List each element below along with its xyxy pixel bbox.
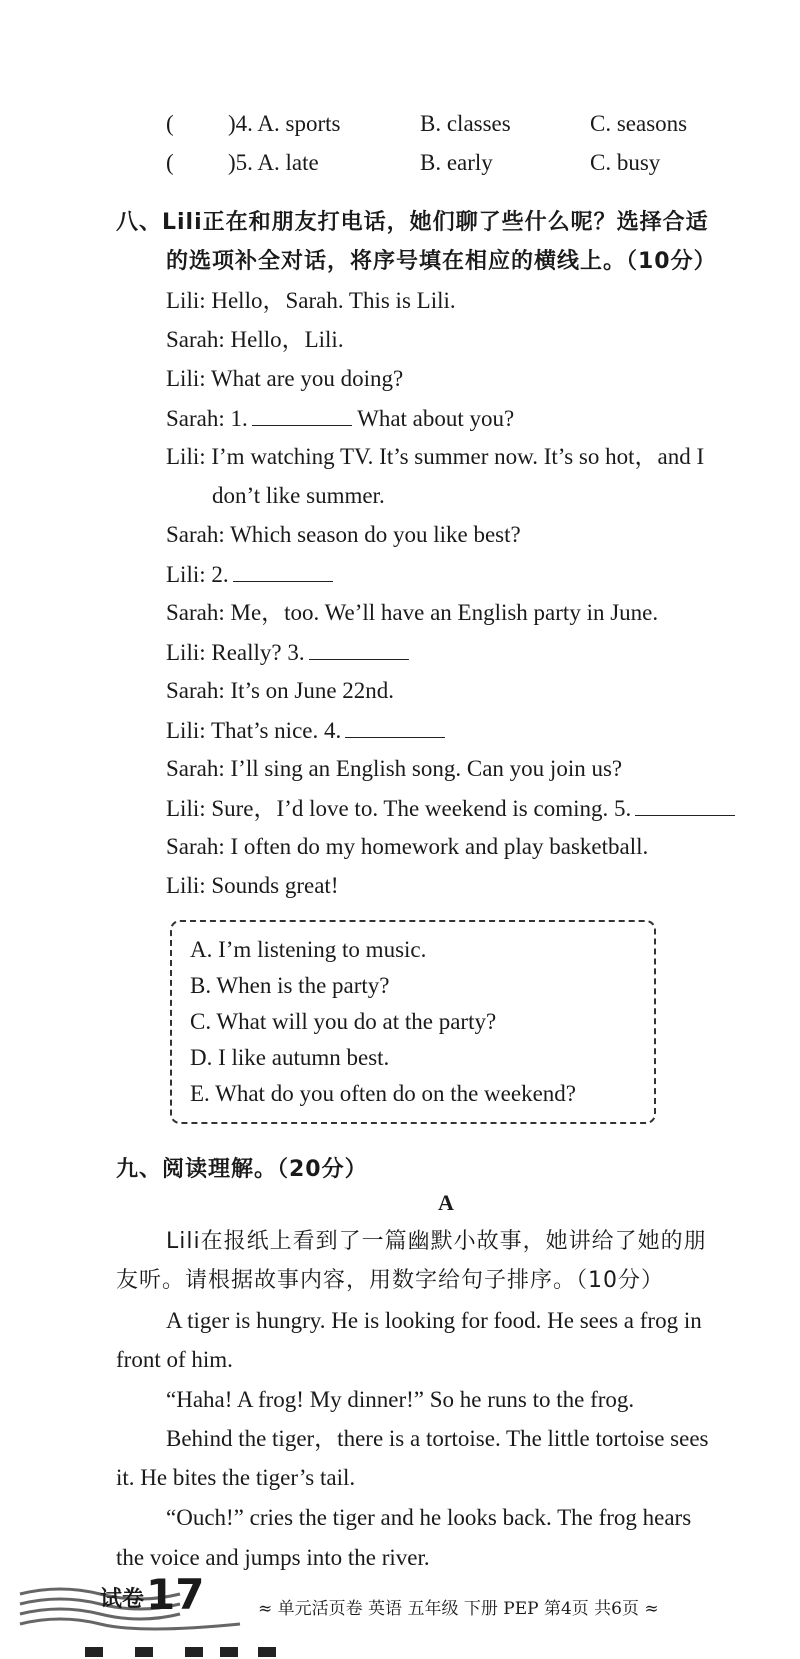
- answer-blank-1[interactable]: [252, 403, 352, 426]
- q7-item-4-b: B. classes: [420, 111, 511, 136]
- story-line: front of him.: [116, 1347, 233, 1372]
- q8-title-line2: 的选项补全对话，将序号填在相应的横线上。（10分）: [166, 249, 717, 274]
- q7-item-5: (: [166, 150, 174, 175]
- dialog-line: Lili: That’s nice. 4.: [166, 715, 445, 746]
- q8-title-line1: 八、Lili正在和朋友打电话，她们聊了些什么呢？选择合适: [116, 210, 709, 235]
- option-item: D. I like autumn best.: [190, 1045, 390, 1070]
- section-a-heading: A: [438, 1190, 454, 1215]
- q7-item-5-b: B. early: [420, 150, 493, 175]
- story-line: Behind the tiger，there is a tortoise. The little tortoise sees: [166, 1426, 709, 1451]
- dialog-line: Lili: Really? 3.: [166, 637, 409, 668]
- dialog-line: Lili: What are you doing?: [166, 366, 404, 391]
- story-line: it. He bites the tiger’s tail.: [116, 1465, 356, 1490]
- q9-intro-line1: Lili在报纸上看到了一篇幽默小故事，她讲给了她的朋: [166, 1229, 707, 1254]
- footer-label: 试卷: [100, 1587, 145, 1612]
- story-line: “Ouch!” cries the tiger and he looks back. The frog hears: [166, 1505, 692, 1530]
- page-number: 17: [146, 1570, 205, 1619]
- option-item: B. When is the party?: [190, 973, 390, 998]
- option-item: C. What will you do at the party?: [190, 1009, 497, 1034]
- q7-item-4: (: [166, 111, 174, 136]
- option-item: A. I’m listening to music.: [190, 937, 427, 962]
- answer-blank-3[interactable]: [309, 637, 409, 660]
- answer-blank-5[interactable]: [635, 793, 735, 816]
- answer-blank-4[interactable]: [345, 715, 445, 738]
- dialog-line: Sarah: Which season do you like best?: [166, 522, 521, 547]
- dialog-line: Sarah: Hello，Lili.: [166, 327, 344, 352]
- footer-info: ≈ 单元活页卷 英语 五年级 下册 PEP 第4页 共6页 ≈: [258, 1599, 659, 1619]
- q9-intro-line2: 友听。请根据故事内容，用数字给句子排序。（10分）: [116, 1268, 664, 1293]
- dialog-line: Sarah: I’ll sing an English song. Can you join us?: [166, 756, 623, 781]
- q7-item-5-c: C. busy: [590, 150, 661, 175]
- dialog-line: Sarah: 1. What about you?: [166, 403, 514, 434]
- answer-blank-2[interactable]: [233, 559, 333, 582]
- dialog-line: Lili: Sounds great!: [166, 873, 339, 898]
- dialog-line: don’t like summer.: [212, 483, 385, 508]
- q9-title: 九、阅读理解。（20分）: [116, 1157, 368, 1182]
- dialog-line: Lili: I’m watching TV. It’s summer now. It’s so hot，and I: [166, 444, 705, 469]
- story-line: A tiger is hungry. He is looking for food. He sees a frog in: [166, 1308, 702, 1333]
- story-line: the voice and jumps into the river.: [116, 1545, 430, 1570]
- dialog-line: Lili: Sure，I’d love to. The weekend is coming. 5.: [166, 793, 735, 824]
- dialog-line: Sarah: It’s on June 22nd.: [166, 678, 395, 703]
- q7-item-4-c: C. seasons: [590, 111, 688, 136]
- dialog-line: Lili: 2.: [166, 559, 333, 590]
- q7-item-4-a: )4. A. sports: [228, 111, 341, 136]
- option-item: E. What do you often do on the weekend?: [190, 1081, 576, 1106]
- q7-item-5-a: )5. A. late: [228, 150, 319, 175]
- dialog-line: Lili: Hello，Sarah. This is Lili.: [166, 288, 456, 313]
- dialog-line: Sarah: Me，too. We’ll have an English party in June.: [166, 600, 659, 625]
- story-line: “Haha! A frog! My dinner!” So he runs to the frog.: [166, 1387, 635, 1412]
- dialog-line: Sarah: I often do my homework and play basketball.: [166, 834, 649, 859]
